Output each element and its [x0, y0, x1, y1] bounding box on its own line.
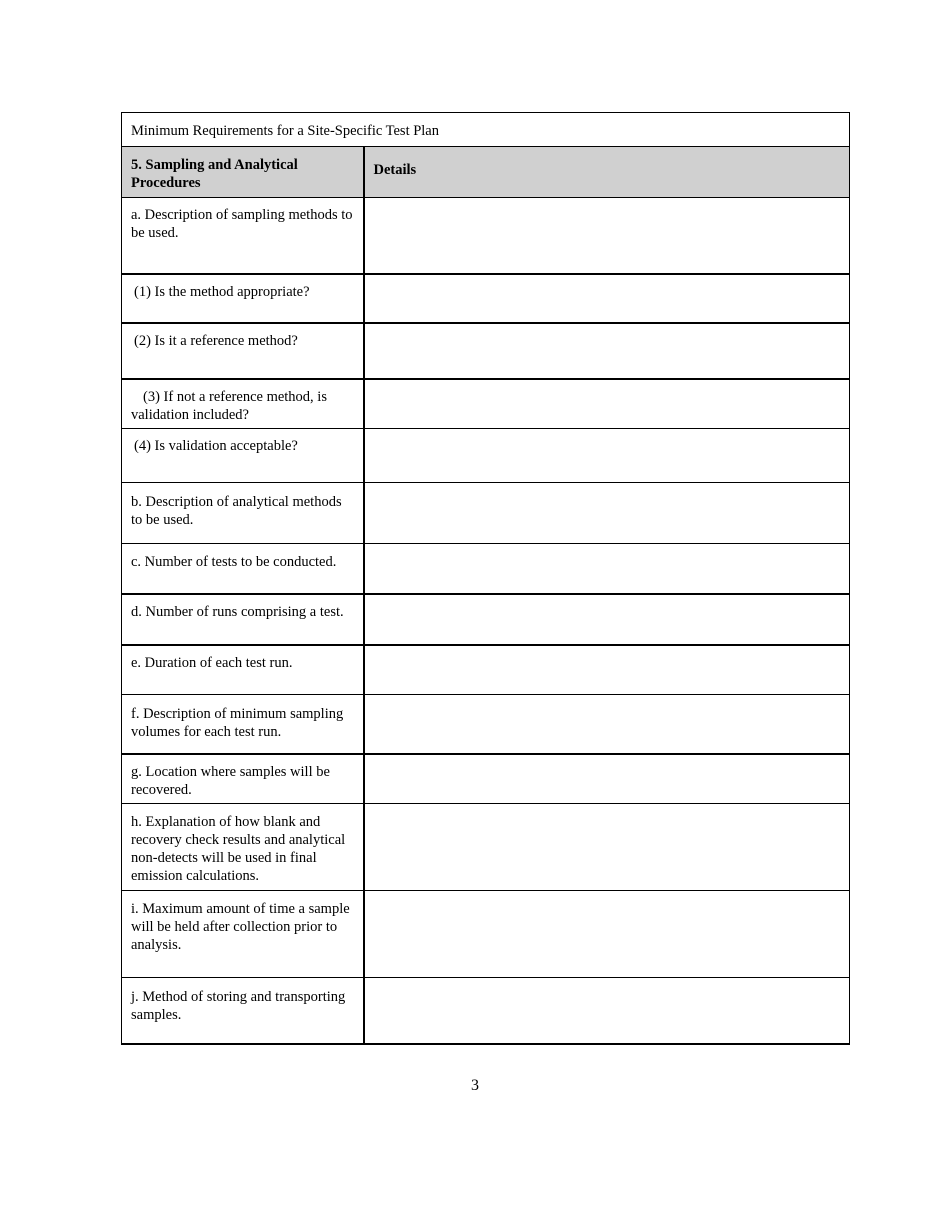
- item-label-cell: [122, 198, 364, 274]
- item-label: (1) Is the method appropriate?: [134, 283, 310, 300]
- details-value[interactable]: [365, 755, 850, 763]
- item-label-cell: [122, 594, 364, 645]
- table-row-a1: [122, 274, 850, 323]
- item-label-cell: [122, 978, 364, 1044]
- table-row-a4: [122, 429, 850, 483]
- details-value[interactable]: [365, 483, 850, 491]
- table-caption: Minimum Requirements for a Site-Specific Test Plan: [122, 113, 850, 147]
- details-value[interactable]: [365, 891, 850, 899]
- item-label-cell: [122, 544, 364, 594]
- table-row-b: [122, 483, 850, 544]
- table-row-j: [122, 978, 850, 1044]
- details-value[interactable]: [365, 198, 850, 206]
- details-input-cell[interactable]: [364, 429, 850, 483]
- item-label: d. Number of runs comprising a test.: [131, 603, 344, 620]
- table-row-f: [122, 695, 850, 754]
- item-label: (4) Is validation acceptable?: [134, 438, 298, 454]
- item-label: g. Location where samples will be recovered.: [131, 763, 330, 798]
- details-value[interactable]: [365, 804, 850, 812]
- details-input-cell[interactable]: [364, 804, 850, 891]
- item-label-cell: [122, 754, 364, 804]
- table-row-a2: [122, 323, 850, 379]
- details-input-cell[interactable]: [364, 978, 850, 1044]
- table-row-a: [122, 198, 850, 274]
- details-value[interactable]: [365, 324, 850, 332]
- item-label-cell: [122, 379, 364, 429]
- details-input-cell[interactable]: [364, 695, 850, 754]
- item-label: j. Method of storing and transporting samples.: [131, 989, 346, 1023]
- table-row-h: [122, 804, 850, 891]
- details-value[interactable]: [365, 275, 850, 283]
- details-input-cell[interactable]: [364, 274, 850, 323]
- details-header-cell: [364, 147, 850, 198]
- table-row-c: [122, 544, 850, 594]
- item-label: c. Number of tests to be conducted.: [131, 554, 337, 570]
- details-input-cell[interactable]: [364, 645, 850, 695]
- item-label: (3) If not a reference method, is validation included?: [131, 388, 327, 423]
- details-input-cell[interactable]: [364, 323, 850, 379]
- item-label-cell: [122, 695, 364, 754]
- item-label-cell: [122, 804, 364, 891]
- item-label-cell: [122, 323, 364, 379]
- item-label: b. Description of analytical methods to be used.: [131, 494, 342, 528]
- details-value[interactable]: [365, 544, 850, 552]
- section-header-cell: [122, 147, 364, 198]
- details-header: Details: [373, 162, 417, 178]
- table-row-a3: [122, 379, 850, 429]
- item-label: i. Maximum amount of time a sample will be held after collection prior to analysis.: [131, 901, 350, 953]
- table-row-i: [122, 891, 850, 978]
- page-number: 3: [471, 1077, 479, 1094]
- table-row-e: [122, 645, 850, 695]
- test-plan-table: [121, 112, 850, 1045]
- details-input-cell[interactable]: [364, 891, 850, 978]
- item-label: (2) Is it a reference method?: [134, 332, 298, 349]
- item-label-cell: [122, 274, 364, 323]
- item-label: e. Duration of each test run.: [131, 654, 293, 671]
- section-header: 5. Sampling and Analytical Procedures: [131, 157, 298, 191]
- item-label-cell: [122, 891, 364, 978]
- details-value[interactable]: [365, 429, 850, 437]
- item-label: a. Description of sampling methods to be used.: [131, 207, 353, 241]
- details-input-cell[interactable]: [364, 544, 850, 594]
- item-label-cell: [122, 483, 364, 544]
- details-value[interactable]: [365, 595, 850, 603]
- details-input-cell[interactable]: [364, 483, 850, 544]
- table-row-d: [122, 594, 850, 645]
- table-caption-row: [122, 113, 850, 147]
- details-value[interactable]: [365, 646, 850, 654]
- details-input-cell[interactable]: [364, 198, 850, 274]
- table-row-g: [122, 754, 850, 804]
- table-header-row: [122, 147, 850, 198]
- item-label-cell: [122, 429, 364, 483]
- item-label: f. Description of minimum sampling volumes for each test run.: [131, 706, 344, 740]
- details-input-cell[interactable]: [364, 379, 850, 429]
- details-input-cell[interactable]: [364, 594, 850, 645]
- details-value[interactable]: [365, 978, 850, 986]
- item-label: h. Explanation of how blank and recovery check results and analytical non-detects will be used in final emission calculations.: [131, 814, 346, 884]
- details-input-cell[interactable]: [364, 754, 850, 804]
- details-value[interactable]: [365, 695, 850, 703]
- details-value[interactable]: [365, 380, 850, 388]
- item-label-cell: [122, 645, 364, 695]
